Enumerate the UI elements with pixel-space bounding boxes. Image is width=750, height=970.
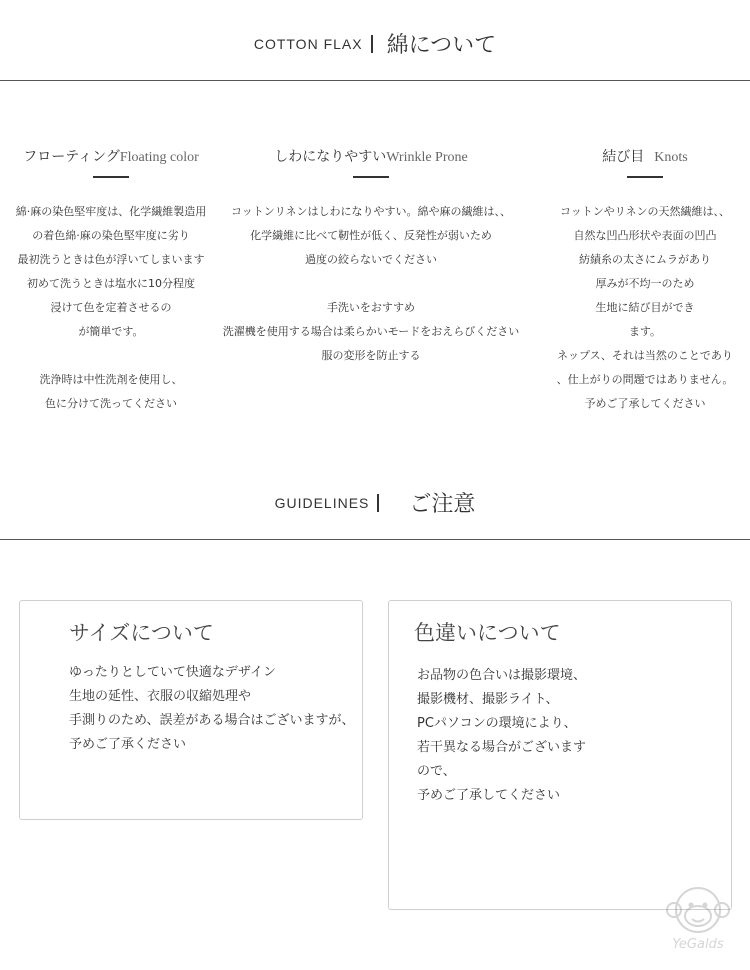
section-en-label: GUIDELINES <box>274 494 370 511</box>
watermark-logo <box>656 880 740 954</box>
column-title <box>220 144 522 166</box>
horizontal-rule <box>0 80 750 81</box>
column-title <box>0 144 222 166</box>
text-line: 化学繊維に比べて靭性が低く、反発性が弱いため <box>250 229 492 242</box>
text-line: ます。 <box>628 325 662 338</box>
horizontal-rule <box>0 539 750 540</box>
text-line: 最初洗うときは色が浮いてしまいます <box>17 253 205 266</box>
text-line: ゆったりとしていて快適なデザイン <box>69 665 276 680</box>
title-underline <box>93 176 129 178</box>
monkey-face-icon <box>656 880 740 954</box>
text-line: 色に分けて洗ってください <box>45 397 177 410</box>
column-title <box>545 144 745 166</box>
text-line: コットンやリネンの天然繊維は、、 <box>559 205 731 218</box>
text-line: が簡単です。 <box>78 325 144 338</box>
section-jp-title: 綿について <box>386 33 497 58</box>
care-column-floating-color <box>0 144 222 416</box>
text-line: 撮影機材、撮影ライト、 <box>417 692 559 707</box>
notice-text <box>69 661 354 757</box>
text-line: コットンリネンはしわになりやすい。綿や麻の繊維は、、 <box>230 205 512 218</box>
notice-text <box>417 664 586 808</box>
column-title-en: Floating color <box>119 150 199 165</box>
section-header-guidelines <box>0 487 750 518</box>
text-line: PCパソコンの環境により、 <box>417 716 577 731</box>
text-line: 過度の絞らないでください <box>305 253 437 266</box>
section-en-label: COTTON FLAX <box>253 35 363 52</box>
divider-bar <box>371 35 373 53</box>
text-line: 浸けて色を定着させるの <box>50 301 172 314</box>
care-column-knots <box>545 144 745 416</box>
text-line: の着色綿·麻の染色堅牢度に劣り <box>32 229 190 242</box>
text-line: 予めご了承ください <box>69 737 187 752</box>
text-line: 生地の延性、衣服の収縮処理や <box>69 689 252 704</box>
text-line: 紡績糸の太さにムラがあり <box>579 253 711 266</box>
text-line: 洗濯機を使用する場合は柔らかいモードをおえらびください <box>222 325 520 338</box>
text-line: 綿·麻の染色堅牢度は、化学繊維製造用 <box>15 205 207 218</box>
column-text <box>220 200 522 368</box>
text-line: 生地に結び目ができ <box>595 301 695 314</box>
section-header-cotton-flax <box>0 28 750 59</box>
column-title-en: Wrinkle Prone <box>386 150 468 165</box>
text-line: お品物の色合いは撮影環境、 <box>417 668 587 683</box>
text-line: 、仕上がりの問題ではありません。 <box>556 373 734 386</box>
text-line: 手測りのため、誤差がある場合はございますが、 <box>69 713 355 728</box>
column-text <box>545 200 745 416</box>
text-line: 初めて洗うときは塩水に10分程度 <box>27 277 195 290</box>
text-line: 厚みが不均一のため <box>595 277 695 290</box>
title-underline <box>627 176 663 178</box>
text-line: 洗浄時は中性洗剤を使用し、 <box>39 373 183 386</box>
text-line-blank <box>0 344 222 368</box>
text-line: 自然な凹凸形状や表面の凹凸 <box>573 229 717 242</box>
text-line: 予めご了承してください <box>417 788 561 803</box>
column-text <box>0 200 222 416</box>
text-line: 予めご了承してください <box>584 397 706 410</box>
column-title-en: Knots <box>654 150 688 165</box>
notice-title: 色違いについて <box>414 621 561 645</box>
text-line-blank <box>220 272 522 296</box>
text-line: ネップス、それは当然のことであり <box>557 349 733 362</box>
text-line: 若干異なる場合がございます <box>417 740 587 755</box>
divider-bar <box>377 494 379 512</box>
care-column-wrinkle-prone <box>220 144 522 368</box>
watermark-text: YeGalds <box>672 937 724 952</box>
section-jp-title: ご注意 <box>409 492 476 517</box>
text-line: ので、 <box>417 764 456 779</box>
text-line: 服の変形を防止する <box>321 349 421 362</box>
column-title-jp: 結び目 <box>602 149 645 165</box>
title-underline <box>353 176 389 178</box>
notice-box-size <box>19 600 363 820</box>
notice-title: サイズについて <box>69 621 214 645</box>
column-title-jp: しわになりやすい <box>274 149 387 165</box>
notice-box-color <box>388 600 732 910</box>
text-line: 手洗いをおすすめ <box>326 301 416 314</box>
column-title-jp: フローティング <box>23 149 120 165</box>
